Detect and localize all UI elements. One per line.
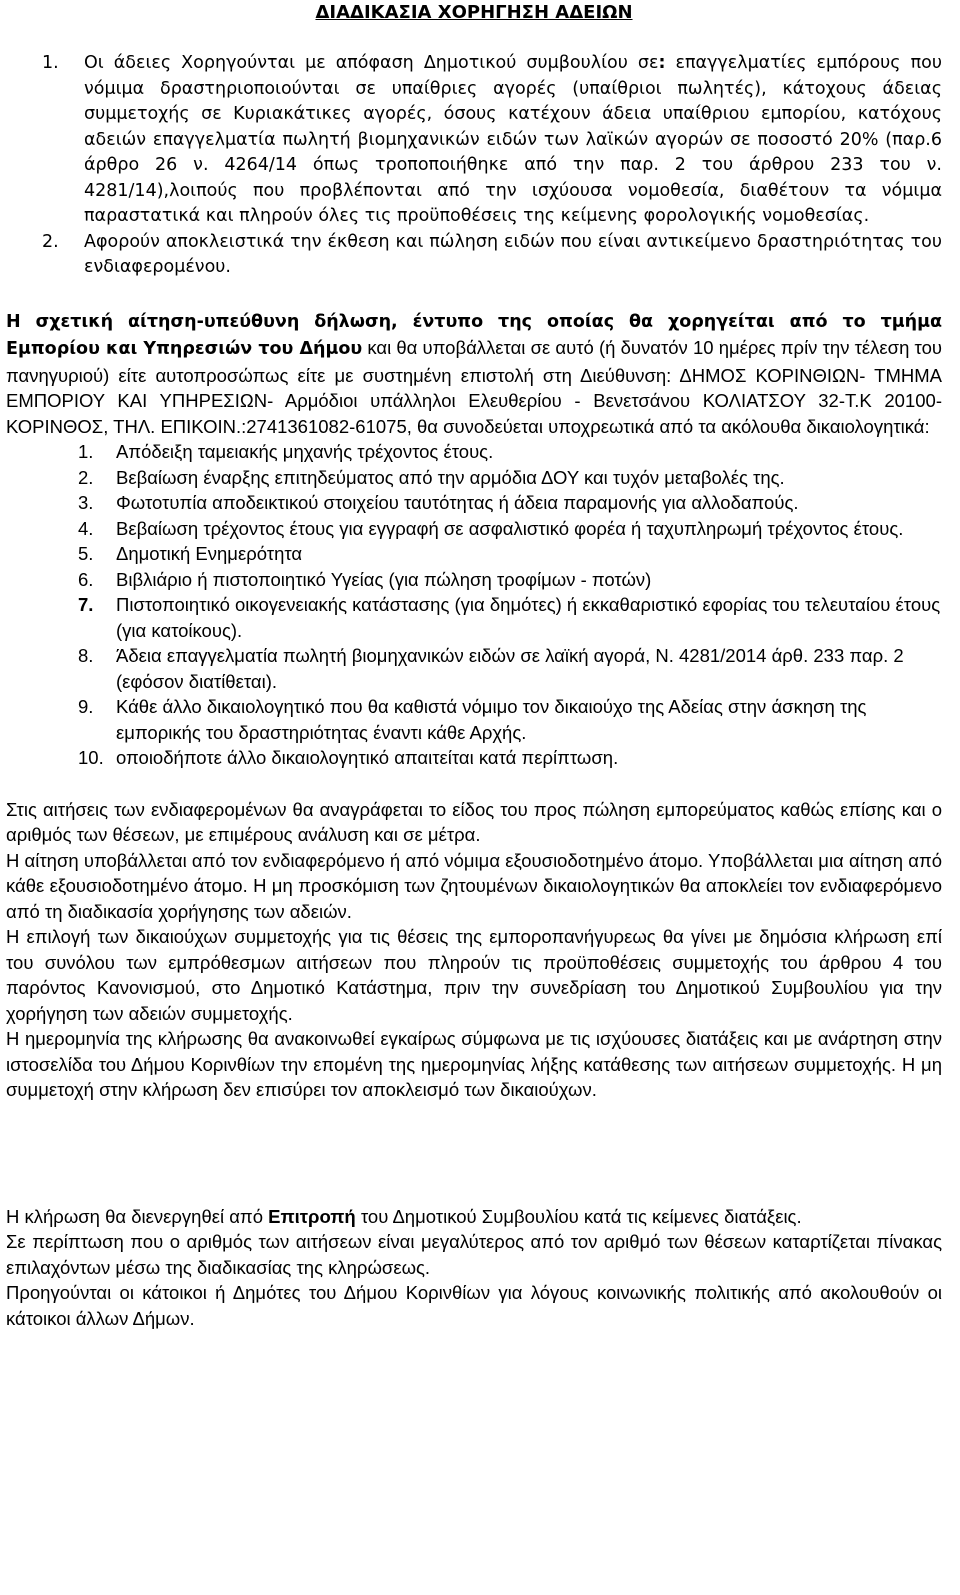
document-text: Δημοτική Ενημερότητα [116, 543, 303, 564]
documents-list [6, 439, 942, 771]
paragraph-committee [6, 1204, 942, 1230]
document-number: 5. [78, 543, 94, 564]
document-text: Φωτοτυπία αποδεικτικού στοιχείου ταυτότητας ή άδεια παραμονής για αλλοδαπούς. [116, 492, 799, 513]
request-text: και θα υποβάλλεται σε αυτό (ή δυνατόν 10 ημέρες πρίν την τέλεση του πανηγυριού) είτε αυτοπροσώπως είτε με συστημένη επιστολή στη Διεύθυνση: ΔΗΜΟΣ ΚΟΡΙΝΘΙΩΝ- ΤΜΗΜΑ ΕΜΠΟΡΙΟΥ ΚΑΙ ΥΠΗΡΕΣΙΩΝ- Αρμόδιοι υπάλληλοι Ελευθερίου - Βενετσάνου ΚΟΛΙΑΤΣΟΥ 32-Τ.Κ 20100-ΚΟΡΙΝΘΟΣ, ΤΗΛ. ΕΠΙΚΟΙΝ.:2741361082-61075, θα συνοδεύεται υποχρεωτικά από τα ακόλουθα δικαιολογητικά: [6, 337, 943, 437]
paragraph-items-description: Στις αιτήσεις των ενδιαφερομένων θα αναγράφεται το είδος του προς πώληση εμπορεύματος καθώς επίσης και ο αριθμός των θέσεων, με επιμέρους ανάλυση και σε μέτρα. [6, 798, 942, 845]
intro-item-colon: : [658, 53, 666, 73]
intro-item-rest: επαγγελματίες εμπόρους που νόμιμα δραστηριοποιούνται σε υπαίθριες αγορές (υπαίθριοι πωλητές), κάτοχους άδειας συμμετοχής σε Κυριακάτικες αγορές, όσους κατέχουν άδεια υπαίθριου εμπορίου, κατόχους αδειών επαγγελματία πωλητή βιομηχανικών ειδών των λαϊκών αγορών σε ποσοστό 20% (παρ.6 άρθρο 26 ν. 4264/14 όπως τροποποιήθηκε από την παρ. 2 του άρθρου 233 του ν. 4281/14),λοιπούς που προβλέπονται από την ισχύουσα νομοθεσία, διαθέτουν τα νόμιμα παραστατικά και πληρούν όλες τις προϋποθέσεις της κείμενης φορολογικής νομοθεσίας. [84, 53, 942, 226]
document-number: 1. [78, 441, 94, 462]
document-text: οποιοδήποτε άλλο δικαιολογητικό απαιτείται κατά περίπτωση. [116, 747, 619, 768]
intro-item-1 [6, 51, 942, 230]
document-text: Άδεια επαγγελματία πωλητή βιομηχανικών ειδών σε λαϊκή αγορά, Ν. 4281/2014 άρθ. 233 παρ. 2 (εφόσον διατίθεται). [116, 645, 904, 692]
paragraph-selection: Η επιλογή των δικαιούχων συμμετοχής για τις θέσεις της εμποροπανήγυρεως θα γίνει με δημόσια κλήρωση επί του συνόλου των εμπρόθεσμων αιτήσεων που πληρούν τις προϋποθέσεις συμμετοχής του άρθρου 4 του παρόντος Κανονισμού, στο Δημοτικό Κατάστημα, πριν την συνεδρίαση του Δημοτικού Συμβουλίου για την χορήγηση των αδειών συμμετοχής. [6, 926, 942, 1024]
request-paragraph [6, 308, 942, 440]
document-number: 4. [78, 517, 94, 539]
document-number: 2. [78, 466, 94, 488]
paragraph-draw-date: Η ημερομηνία της κλήρωσης θα ανακοινωθεί εγκαίρως σύμφωνα με τις ισχύουσες διατάξεις και με ανάρτηση στην ιστοσελίδα του Δήμου Κορινθίων την επομένη της ημερομηνίας λήξης κατάθεσης των αιτήσεων συμμετοχής. Η μη συμμετοχή στην κλήρωση δεν επισύρει τον αποκλεισμό των δικαιούχων. [6, 1028, 942, 1100]
document-item [6, 465, 942, 491]
document-item [6, 694, 942, 745]
document-text: Απόδειξη ταμειακής μηχανής τρέχοντος έτους. [116, 441, 494, 462]
document-number: 9. [78, 696, 94, 717]
document-number: 3. [78, 492, 94, 513]
document-item [6, 439, 942, 465]
document-number: 8. [78, 645, 94, 666]
committee-post: του Δημοτικού Συμβουλίου κατά τις κείμενες διατάξεις. [355, 1205, 802, 1227]
intro-list [6, 51, 942, 281]
intro-item-text: Αφορούν αποκλειστικά την έκθεση και πώληση ειδών που είναι αντικείμενο δραστηριότητας του ενδιαφερομένου. [84, 231, 942, 277]
page-title: ΔΙΑΔΙΚΑΣΙΑ ΧΟΡΗΓΗΣΗ ΑΔΕΙΩΝ [315, 2, 633, 23]
paragraph-waitlist: Σε περίπτωση που ο αριθμός των αιτήσεων είναι μεγαλύτερος από τον αριθμό των θέσεων καταρτίζεται πίνακας επιλαχόντων μέσω της διαδικασίας της κληρώσεως. [6, 1231, 942, 1278]
document-number: 7. [78, 594, 94, 615]
intro-item-lead: Οι άδειες Χορηγούνται με απόφαση Δημοτικού συμβουλίου σε [84, 53, 659, 73]
document-item [6, 516, 942, 542]
paragraph-submission: Η αίτηση υποβάλλεται από τον ενδιαφερόμενο ή από νόμιμα εξουσιοδοτημένο άτομο. Υποβάλλεται μια αίτηση από κάθε εξουσιοδοτημένο άτομο. Η μη προσκόμιση των ζητουμένων δικαιολογητικών θα αποκλείει τον ενδιαφερόμενο από τη διαδικασία χορήγησης των αδειών. [6, 849, 942, 922]
document-item [6, 567, 942, 593]
document-page [6, 0, 942, 1331]
document-item [6, 541, 942, 567]
request-bold-text: Η σχετική αίτηση-υπεύθυνη δήλωση, έντυπο της οποίας θα χορηγείται από το τμήμα Εμπορίου και Υπηρεσιών του Δήμου [6, 311, 942, 359]
closing-section [6, 1204, 942, 1332]
committee-bold: Επιτροπή [268, 1205, 356, 1227]
document-text: Πιστοποιητικό οικογενειακής κατάστασης (για δημότες) ή εκκαθαριστικό εφορίας του τελευταίου έτους (για κατοίκους). [116, 594, 941, 641]
document-item [6, 745, 942, 771]
paragraph-priority: Προηγούνται οι κάτοικοι ή Δημότες του Δήμου Κορινθίων για λόγους κοινωνικής πολιτικής από ακολουθούν οι κάτοικοι άλλων Δήμων. [6, 1282, 942, 1329]
document-item [6, 490, 942, 516]
document-text: Βεβαίωση τρέχοντος έτους για εγγραφή σε ασφαλιστικό φορέα ή ταχυπληρωμή τρέχοντος έτους. [116, 517, 904, 539]
committee-pre: Η κλήρωση θα διενεργηθεί από [6, 1205, 269, 1227]
document-item [6, 643, 942, 694]
document-text: Βιβλιάριο ή πιστοποιητικό Υγείας (για πώληση τροφίμων - ποτών) [116, 568, 652, 590]
document-text: Βεβαίωση έναρξης επιτηδεύματος από την αρμόδια ΔΟΥ και τυχόν μεταβολές της. [116, 466, 785, 488]
intro-item-text [84, 51, 942, 230]
document-item [6, 592, 942, 643]
intro-item-2 [42, 230, 942, 281]
intro-item-number: 2. [42, 231, 59, 252]
document-number: 10. [78, 747, 104, 768]
procedure-paragraphs [6, 797, 942, 1103]
document-text: Κάθε άλλο δικαιολογητικό που θα καθιστά νόμιμο τον δικαιούχο της Αδείας στην άσκηση της εμπορικής του δραστηριότητας έναντι κάθε Αρχής. [116, 696, 867, 743]
document-number: 6. [78, 568, 94, 590]
intro-item-number: 1. [42, 53, 59, 73]
